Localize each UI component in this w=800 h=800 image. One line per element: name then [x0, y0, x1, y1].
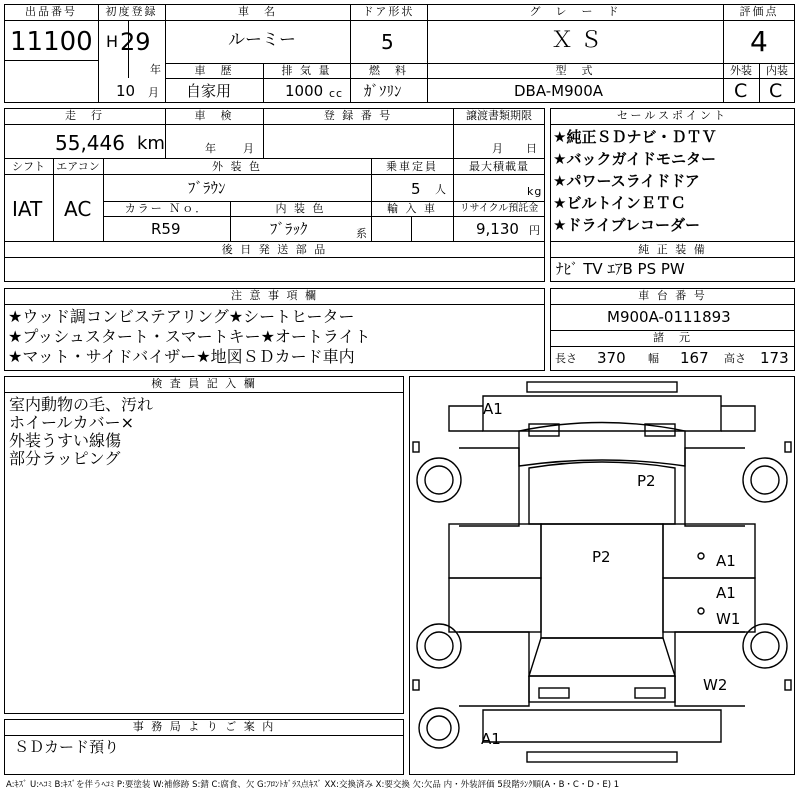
int-color-label: 内 装 色	[275, 202, 326, 215]
inspector-line: 室内動物の毛、汚れ	[9, 395, 154, 414]
rear-bumper-shape	[483, 710, 721, 742]
sales-point-item: ★パワースライドドア	[553, 172, 700, 190]
damage-mark: W1	[716, 610, 741, 628]
interior-label: 内装	[766, 64, 788, 77]
left-front-door-shape	[449, 524, 541, 578]
model-value: DBA-M900A	[514, 82, 604, 100]
note-line: ★マット・サイドバイザー★地図ＳＤカード車内	[8, 347, 355, 366]
recycle-label: リサイクル預託金	[459, 203, 539, 214]
displacement-label: 排 気 量	[281, 64, 332, 77]
ext-color-label: 外 装 色	[212, 160, 262, 173]
mileage-label: 走 行	[65, 109, 104, 122]
damage-mark: P2	[592, 548, 611, 566]
reg-number-label: 登 録 番 号	[323, 109, 393, 122]
capacity-value: 5	[411, 180, 421, 198]
office-value: ＳＤカード預り	[14, 738, 120, 756]
grade-value: Ｘ Ｓ	[551, 28, 602, 53]
spare-wheel-shape	[419, 708, 459, 748]
color-no-value: R59	[151, 220, 181, 238]
exterior-value: C	[734, 80, 748, 102]
sales-point-item: ★ビルトインＥＴＣ	[553, 194, 686, 212]
damage-mark: A1	[716, 584, 736, 602]
inspector-label: 検 査 員 記 入 欄	[151, 377, 257, 390]
history-label: 車 歴	[194, 64, 234, 77]
damage-mark: A1	[716, 552, 736, 570]
door-label: ドア形状	[362, 5, 415, 18]
interior-value: C	[769, 80, 783, 102]
front-right-wheel-shape	[743, 458, 787, 502]
left-rear-door-shape	[449, 578, 541, 632]
rear-left-wheel-shape	[417, 624, 461, 668]
shift-value: IAT	[12, 197, 43, 221]
damage-mark: P2	[637, 472, 656, 490]
car-name-label: 車 名	[238, 5, 277, 18]
color-no-label: カラー Ｎｏ．	[124, 202, 209, 215]
mileage-value: 55,446	[55, 131, 125, 155]
year-value: 29	[120, 28, 151, 56]
equipment-label: 純 正 装 備	[638, 243, 707, 256]
legend-text: A:ｷｽﾞ U:ﾍｺﾐ B:ｷｽﾞを伴うﾍｺﾐ P:要塗装 W:補修跡 S:錆 C:腐食、欠 G:ﾌﾛﾝﾄｶﾞﾗｽ点ｷｽﾞ XX:交換済み X:要交換 欠:欠品 内・外装評価 5段階ﾗﾝｸ順(A・B・C・D・E) 1	[6, 780, 620, 790]
specs-label: 諸 元	[653, 331, 692, 344]
damage-mark: A1	[481, 730, 501, 748]
transfer-label: 譲渡書類期限	[466, 109, 532, 122]
exterior-label: 外装	[730, 64, 752, 77]
roof-shape	[541, 524, 663, 638]
front-panel-shape	[483, 396, 721, 431]
rear-right-wheel-shape	[743, 624, 787, 668]
office-label: 事 務 局 よ り ご 案 内	[132, 720, 276, 733]
capacity-unit: 人	[435, 183, 447, 196]
model-label: 型 式	[555, 64, 595, 77]
fuel-label: 燃 料	[369, 64, 408, 77]
inspection-year-unit: 年	[205, 142, 217, 155]
displacement-value: 1000	[285, 82, 324, 100]
recycle-unit: 円	[529, 224, 541, 237]
int-color-unit: 系	[356, 227, 368, 240]
chassis-label: 車 台 番 号	[638, 289, 707, 302]
right-front-door-shape	[663, 524, 755, 578]
inspector-line: ホイールカバー×	[9, 413, 135, 432]
door-value: 5	[381, 30, 394, 54]
car-damage-diagram	[409, 376, 795, 775]
length-value: 370	[597, 349, 626, 367]
int-color-value: ﾌﾞﾗｯｸ	[270, 220, 308, 238]
fuel-value: ｶﾞｿﾘﾝ	[364, 82, 402, 100]
right-rear-door-shape	[663, 578, 755, 632]
width-value: 167	[680, 349, 709, 367]
score-label: 評価点	[739, 5, 779, 18]
mileage-unit: km	[137, 133, 165, 154]
car-name: ルーミー	[228, 30, 296, 50]
displacement-unit: cc	[329, 87, 344, 100]
inspection-month-unit: 月	[243, 142, 255, 155]
max-load-unit: kg	[527, 185, 543, 198]
max-load-label: 最大積載量	[469, 160, 529, 173]
history-value: 自家用	[186, 82, 232, 100]
front-left-wheel-shape	[417, 458, 461, 502]
length-label: 長さ	[555, 352, 577, 365]
inspector-line: 外装うすい線傷	[9, 431, 122, 450]
era-letter: H	[106, 32, 119, 51]
sales-point-item: ★純正ＳＤナビ・ＤＴＶ	[553, 128, 717, 146]
sales-points-label: セールスポイント	[616, 109, 728, 122]
transfer-day-unit: 日	[526, 142, 538, 155]
inspector-line: 部分ラッピング	[9, 449, 121, 468]
ac-label: エアコン	[56, 160, 100, 173]
inspection-label: 車 検	[194, 109, 234, 122]
import-label: 輸 入 車	[387, 202, 437, 215]
damage-mark: W2	[703, 676, 728, 694]
height-value: 173	[760, 349, 789, 367]
recycle-value: 9,130	[476, 220, 519, 238]
equipment-value: ﾅﾋﾞ TV ｴｱB PS PW	[556, 260, 685, 278]
front-bumper-shape	[527, 382, 677, 392]
lot-number-label: 出品番号	[25, 5, 77, 18]
transfer-month-unit: 月	[492, 142, 504, 155]
hood-shape	[519, 423, 685, 467]
first-reg-label: 初度登録	[105, 5, 158, 18]
ext-color-value: ﾌﾞﾗｳﾝ	[188, 179, 226, 197]
note-line: ★プッシュスタート・スマートキー★オートライト	[8, 327, 371, 346]
width-label: 幅	[648, 352, 659, 365]
height-label: 高さ	[724, 352, 746, 365]
sales-point-item: ★ドライブレコーダー	[553, 216, 700, 234]
score-value: 4	[750, 25, 768, 58]
grade-label: グ レ ー ド	[529, 5, 621, 18]
month-unit: 月	[148, 86, 160, 99]
note-line: ★ウッド調コンビステアリング★シートヒーター	[8, 307, 355, 326]
sales-point-item: ★バックガイドモニター	[553, 150, 716, 168]
year-unit: 年	[150, 63, 162, 76]
later-parts-label: 後 日 発 送 部 品	[221, 243, 328, 256]
chassis-value: M900A-0111893	[607, 308, 731, 326]
damage-mark: A1	[483, 400, 503, 418]
capacity-label: 乗車定員	[386, 160, 438, 173]
month-value: 10	[116, 82, 136, 100]
lot-number: 11100	[10, 27, 93, 57]
rear-glass-shape	[529, 638, 675, 676]
shift-label: シフト	[12, 160, 45, 173]
notes-label: 注 意 事 項 欄	[231, 289, 318, 302]
ac-value: AC	[64, 197, 92, 221]
